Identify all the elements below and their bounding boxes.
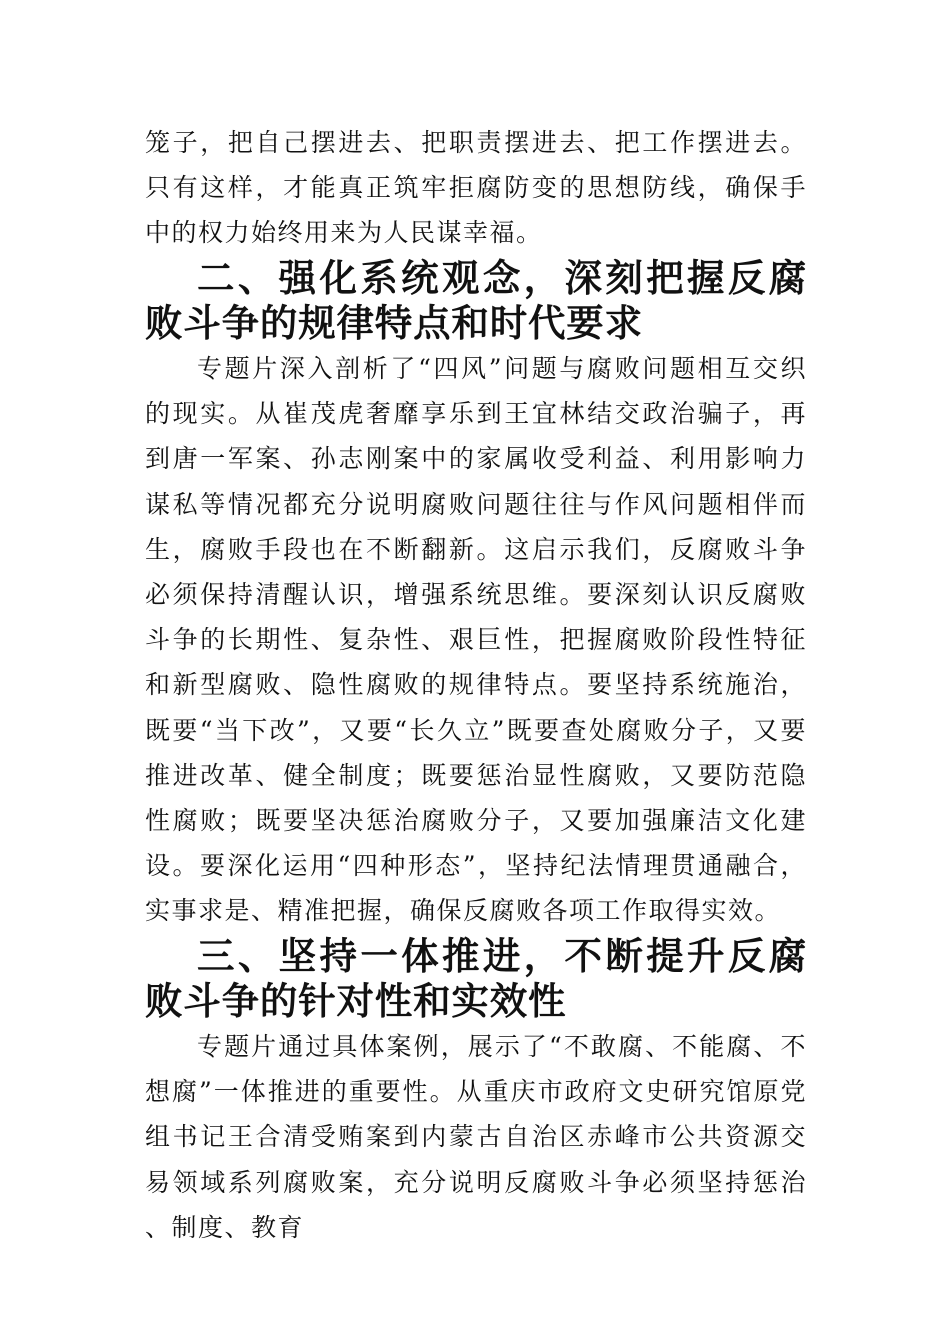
paragraph-section-3-body: 专题片通过具体案例，展示了“不敢腐、不能腐、不想腐”一体推进的重要性。从重庆市政府文史研究馆原党组书记王合清受贿案到内蒙古自治区赤峰市公共资源交易领域系列腐败案，充分说明反腐败斗争必须坚持惩治、制度、教育 [145, 1032, 807, 1242]
paragraph-continuation: 笼子，把自己摆进去、把职责摆进去、把工作摆进去。只有这样，才能真正筑牢拒腐防变的思想防线，确保手中的权力始终用来为人民谋幸福。 [145, 128, 807, 248]
section-heading-2: 二、强化系统观念，深刻把握反腐败斗争的规律特点和时代要求 [145, 255, 807, 345]
document-page [145, 120, 807, 1250]
section-heading-3: 三、坚持一体推进，不断提升反腐败斗争的针对性和实效性 [145, 933, 807, 1023]
paragraph-section-2-body: 专题片深入剖析了“四风”问题与腐败问题相互交织的现实。从崔茂虎奢靡享乐到王宜林结交政治骗子，再到唐一军案、孙志刚案中的家属收受利益、利用影响力谋私等情况都充分说明腐败问题往往与作风问题相伴而生，腐败手段也在不断翻新。这启示我们，反腐败斗争必须保持清醒认识，增强系统思维。要深刻认识反腐败斗争的长期性、复杂性、艰巨性，把握腐败阶段性特征和新型腐败、隐性腐败的规律特点。要坚持系统施治，既要“当下改”，又要“长久立”既要查处腐败分子，又要推进改革、健全制度；既要惩治显性腐败，又要防范隐性腐败；既要坚决惩治腐败分子，又要加强廉洁文化建设。要深化运用“四种形态”，坚持纪法情理贯通融合，实事求是、精准把握，确保反腐败各项工作取得实效。 [145, 354, 807, 926]
